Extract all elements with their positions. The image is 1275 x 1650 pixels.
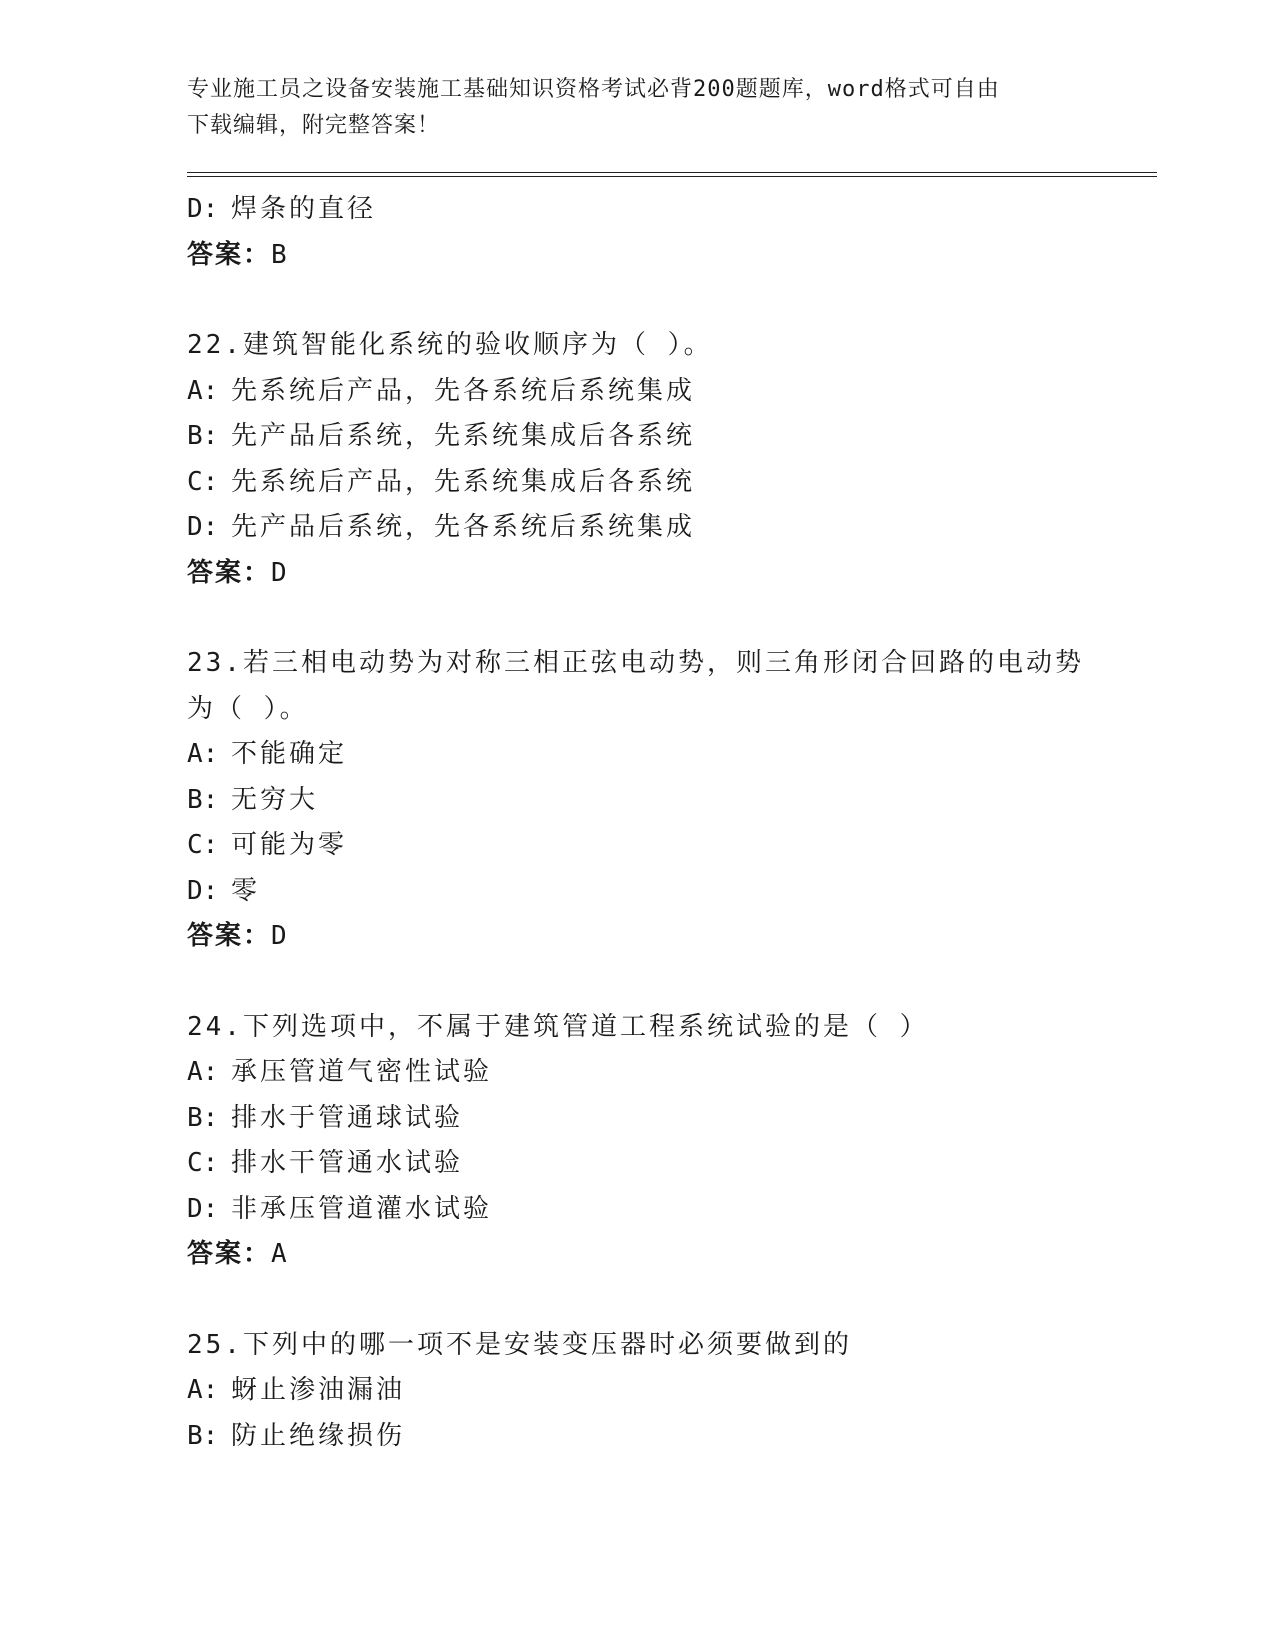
- answer-label: 答案：: [187, 239, 272, 270]
- question-stem: 24.下列选项中，不属于建筑管道工程系统试验的是（ ）: [187, 1011, 929, 1042]
- option-d: [187, 1187, 1157, 1233]
- option-text: 无穷大: [231, 784, 319, 815]
- option-c: [187, 460, 1157, 506]
- divider-line-bottom: [187, 176, 1157, 177]
- question-stem: 25.下列中的哪一项不是安装变压器时必须要做到的: [187, 1329, 852, 1360]
- q21-answer: [187, 233, 1157, 279]
- q21-option-d: [187, 187, 1157, 233]
- option-b: [187, 778, 1157, 824]
- option-letter: D:: [187, 1193, 219, 1224]
- spacer: [187, 596, 1157, 641]
- option-text: 蚜止渗油漏油: [231, 1375, 406, 1405]
- option-letter: B:: [187, 784, 219, 815]
- spacer: [187, 278, 1157, 323]
- option-letter: D:: [187, 194, 219, 224]
- document-page: [187, 72, 1157, 1459]
- question-23: [187, 641, 1157, 960]
- option-text: 排水干管通水试验: [231, 1148, 464, 1178]
- answer-value: A: [271, 1239, 290, 1269]
- option-letter: A:: [187, 375, 219, 406]
- option-letter: C:: [187, 1148, 219, 1178]
- option-a: [187, 1368, 1157, 1414]
- option-text: 排水于管通球试验: [231, 1102, 464, 1133]
- answer: [187, 551, 1157, 597]
- option-d: [187, 505, 1157, 551]
- question-25: [187, 1323, 1157, 1460]
- option-b: [187, 1414, 1157, 1460]
- option-text: 非承压管道灌水试验: [231, 1193, 493, 1224]
- option-d: [187, 869, 1157, 915]
- option-text: 可能为零: [231, 830, 348, 860]
- divider-line-top: [187, 172, 1157, 173]
- option-letter: D:: [187, 875, 219, 906]
- option-text: 不能确定: [231, 739, 348, 769]
- option-letter: C:: [187, 830, 219, 860]
- answer-label: 答案：: [187, 1239, 272, 1269]
- document-header: [187, 72, 1067, 144]
- answer-value: B: [271, 239, 290, 270]
- option-letter: A:: [187, 1375, 219, 1405]
- option-text: 先系统后产品，先各系统后系统集成: [231, 375, 696, 406]
- question-stem: 22.建筑智能化系统的验收顺序为（ ）。: [187, 330, 713, 360]
- option-a: [187, 369, 1157, 415]
- option-a: [187, 1050, 1157, 1096]
- option-letter: A:: [187, 1057, 219, 1087]
- question-22: [187, 323, 1157, 596]
- option-letter: A:: [187, 739, 219, 769]
- option-a: [187, 732, 1157, 778]
- option-text: 防止绝缘损伤: [231, 1420, 406, 1451]
- answer-label: 答案：: [187, 557, 272, 588]
- option-text: 承压管道气密性试验: [231, 1057, 493, 1087]
- option-text: 焊条的直径: [231, 194, 377, 224]
- answer-label: 答案：: [187, 921, 272, 951]
- option-letter: B:: [187, 1102, 219, 1133]
- answer: [187, 914, 1157, 960]
- option-text: 先产品后系统，先系统集成后各系统: [231, 421, 696, 451]
- option-b: [187, 414, 1157, 460]
- answer-value: D: [271, 557, 290, 588]
- question-stem-line-1: 23.若三相电动势为对称三相正弦电动势，则三角形闭合回路的电动势: [187, 648, 1084, 678]
- spacer: [187, 960, 1157, 1005]
- spacer: [187, 1278, 1157, 1323]
- option-letter: B:: [187, 1420, 219, 1451]
- answer: [187, 1232, 1157, 1278]
- answer-value: D: [271, 921, 290, 951]
- option-text: 先系统后产品，先系统集成后各系统: [231, 466, 696, 497]
- option-text: 零: [231, 875, 261, 906]
- header-divider: [187, 172, 1157, 177]
- option-letter: D:: [187, 512, 219, 542]
- question-24: [187, 1005, 1157, 1278]
- option-letter: B:: [187, 421, 219, 451]
- option-text: 先产品后系统，先各系统后系统集成: [231, 512, 696, 542]
- header-line-2: 下载编辑，附完整答案！: [187, 113, 441, 138]
- question-stem-line-2: 为（ ）。: [187, 693, 309, 724]
- option-c: [187, 823, 1157, 869]
- option-b: [187, 1096, 1157, 1142]
- option-letter: C:: [187, 466, 219, 497]
- option-c: [187, 1141, 1157, 1187]
- header-line-1: 专业施工员之设备安装施工基础知识资格考试必背200题题库，word格式可自由: [187, 77, 1000, 102]
